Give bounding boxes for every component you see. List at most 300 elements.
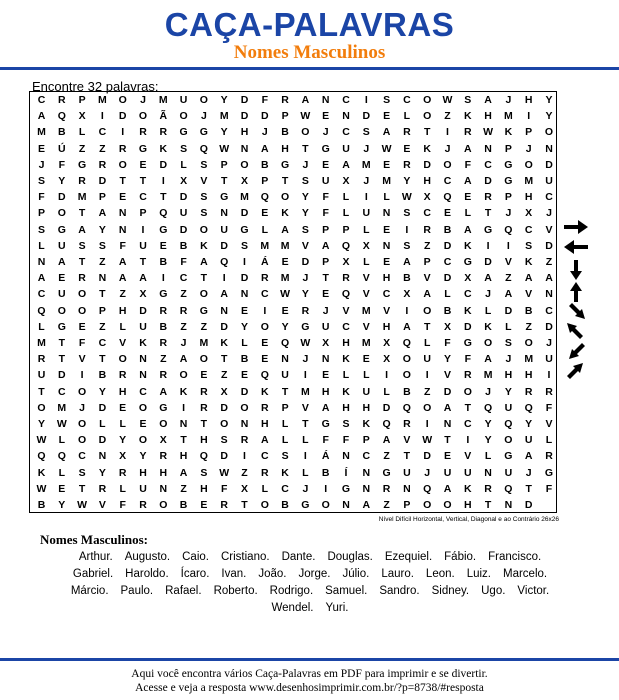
grid-letter: C xyxy=(58,385,66,398)
grid-letter: Z xyxy=(383,450,390,463)
grid-letter: N xyxy=(159,482,168,495)
grid-letter: K xyxy=(464,304,472,317)
grid-letter: C xyxy=(37,94,46,106)
grid-letter: U xyxy=(179,94,188,106)
grid-letter: K xyxy=(37,466,46,479)
grid-letter: L xyxy=(180,158,187,171)
grid-letter: V xyxy=(423,272,431,285)
grid-letter: J xyxy=(302,482,309,495)
grid-letter: D xyxy=(382,401,391,414)
grid-letter: K xyxy=(484,320,492,333)
grid-letter: Y xyxy=(443,353,451,366)
grid-letter: P xyxy=(78,94,86,106)
grid-letter: G xyxy=(138,142,148,155)
grid-letter: W xyxy=(483,126,494,139)
grid-letter: M xyxy=(37,126,46,139)
grid-letter: O xyxy=(57,304,66,317)
grid-letter: J xyxy=(525,466,532,479)
grid-letter: M xyxy=(504,110,513,123)
grid-row xyxy=(30,432,556,449)
grid-letter: B xyxy=(179,239,188,252)
grid-letter: K xyxy=(504,126,513,139)
grid-letter: G xyxy=(321,142,330,155)
grid-letter: A xyxy=(423,288,431,301)
grid-letter: R xyxy=(98,482,107,495)
grid-letter: R xyxy=(261,401,269,414)
grid-letter: S xyxy=(403,239,411,252)
grid-letter: R xyxy=(403,158,411,171)
grid-letter: T xyxy=(302,142,309,155)
grid-letter: Z xyxy=(78,142,86,155)
grid-letter: G xyxy=(281,158,290,171)
grid-letter: T xyxy=(484,499,492,511)
grid-letter: A xyxy=(118,272,127,285)
grid-letter: M xyxy=(483,369,493,382)
grid-letter: V xyxy=(78,353,86,366)
grid-letter: R xyxy=(423,223,431,236)
grid-letter: C xyxy=(464,418,472,430)
grid-letter: F xyxy=(78,337,86,349)
name-item: Roberto. xyxy=(213,585,258,597)
arrow-left-icon xyxy=(564,240,588,254)
grid-letter: K xyxy=(362,418,371,430)
grid-letter: L xyxy=(78,126,86,139)
grid-letter: U xyxy=(524,434,533,447)
grid-letter: I xyxy=(161,272,165,285)
grid-letter: L xyxy=(545,434,553,447)
grid-letter: O xyxy=(423,401,432,414)
grid-letter: D xyxy=(139,304,147,317)
grid-letter: R xyxy=(118,369,127,382)
grid-letter: X xyxy=(322,337,330,349)
grid-letter: A xyxy=(220,288,228,301)
grid-letter: V xyxy=(403,434,411,447)
grid-letter: D xyxy=(443,385,452,398)
grid-letter: A xyxy=(443,401,452,414)
grid-letter: K xyxy=(342,385,350,398)
grid-letter: D xyxy=(179,223,188,236)
name-item: Sidney. xyxy=(431,585,470,597)
grid-letter: O xyxy=(423,304,432,317)
grid-letter: H xyxy=(281,142,289,155)
grid-letter: B xyxy=(443,304,452,317)
grid-letter: T xyxy=(180,434,187,447)
names-list-title: Nomes Masculinos: xyxy=(40,532,148,547)
grid-letter: O xyxy=(321,499,330,511)
grid-letter: Q xyxy=(199,142,208,155)
grid-letter: Y xyxy=(220,126,228,139)
grid-letter: L xyxy=(302,466,309,479)
grid-letter: T xyxy=(119,175,126,187)
grid-letter: I xyxy=(486,239,490,252)
grid-letter: C xyxy=(78,450,86,463)
grid-letter: G xyxy=(159,223,168,236)
grid-letter: O xyxy=(37,401,46,414)
grid-letter: P xyxy=(139,207,147,220)
grid-letter: H xyxy=(382,320,391,333)
grid-letter: J xyxy=(322,126,329,139)
grid-letter: Q xyxy=(504,223,513,236)
grid-letter: E xyxy=(383,256,391,268)
grid-letter: M xyxy=(98,94,107,106)
grid-letter: O xyxy=(301,126,310,139)
grid-letter: O xyxy=(199,223,208,236)
grid-letter: Z xyxy=(180,320,187,333)
grid-letter: O xyxy=(78,304,87,317)
grid-letter: Z xyxy=(180,482,187,495)
grid-row xyxy=(30,303,556,320)
grid-letter: J xyxy=(363,142,370,155)
grid-letter: N xyxy=(37,256,46,268)
grid-letter: M xyxy=(361,337,371,349)
grid-letter: A xyxy=(403,320,411,333)
grid-letter: I xyxy=(141,223,145,236)
grid-letter: L xyxy=(119,320,126,333)
grid-letter: T xyxy=(139,175,147,187)
name-item: Ugo. xyxy=(481,585,506,597)
grid-letter: M xyxy=(77,191,87,204)
grid-letter: B xyxy=(261,158,269,171)
grid-letter: R xyxy=(524,385,533,398)
grid-letter: J xyxy=(505,207,512,220)
grid-letter: X xyxy=(383,337,391,349)
grid-letter: Y xyxy=(301,207,309,220)
grid-letter: O xyxy=(240,401,249,414)
grid-letter: X xyxy=(220,385,228,398)
grid-letter: O xyxy=(78,385,87,398)
grid-letter: G xyxy=(240,223,249,236)
grid-letter: R xyxy=(403,126,411,139)
grid-letter: H xyxy=(118,385,127,398)
arrow-down-right-icon xyxy=(568,302,586,320)
grid-letter: A xyxy=(261,434,269,447)
grid-letter: Y xyxy=(240,320,248,333)
grid-letter: R xyxy=(484,191,492,204)
grid-letter: E xyxy=(322,369,330,382)
grid-letter: J xyxy=(38,158,45,171)
grid-letter: V xyxy=(504,256,512,268)
grid-letter: N xyxy=(484,466,492,479)
grid-letter: N xyxy=(179,418,188,430)
grid-letter: A xyxy=(159,385,168,398)
grid-letter: O xyxy=(78,418,87,430)
grid-letter: J xyxy=(322,304,329,317)
grid-row xyxy=(30,448,556,465)
grid-letter: A xyxy=(58,256,66,268)
grid-letter: W xyxy=(219,466,230,479)
top-divider xyxy=(0,67,619,70)
grid-letter: J xyxy=(546,337,552,349)
grid-letter: Y xyxy=(504,385,512,398)
grid-letter: T xyxy=(423,320,431,333)
grid-letter: E xyxy=(58,272,66,285)
grid-letter: W xyxy=(300,110,311,123)
grid-letter: A xyxy=(403,256,411,268)
grid-letter: N xyxy=(281,353,289,366)
name-item: Rafael. xyxy=(165,585,202,597)
grid-letter: C xyxy=(342,126,350,139)
grid-row xyxy=(30,222,556,239)
grid-letter: R xyxy=(78,175,86,187)
grid-letter: Z xyxy=(241,466,248,479)
grid-letter: M xyxy=(240,191,249,204)
name-item: Ivan. xyxy=(221,568,247,580)
grid-letter: Y xyxy=(98,385,106,398)
grid-letter: E xyxy=(383,158,391,171)
grid-letter: U xyxy=(179,207,188,220)
grid-letter: Y xyxy=(484,434,492,447)
grid-letter: E xyxy=(261,353,269,366)
grid-letter: X xyxy=(342,175,350,187)
grid-letter: D xyxy=(545,239,553,252)
grid-letter: N xyxy=(382,239,391,252)
page-subtitle: Nomes Masculinos xyxy=(233,42,386,63)
grid-letter: K xyxy=(464,482,472,495)
grid-letter: Q xyxy=(57,110,66,123)
grid-letter: W xyxy=(300,337,311,349)
grid-row xyxy=(30,351,556,368)
grid-letter: I xyxy=(243,256,246,268)
grid-letter: Z xyxy=(525,320,532,333)
grid-letter: Q xyxy=(382,418,391,430)
grid-letter: S xyxy=(240,239,248,252)
name-item: Dante. xyxy=(281,551,316,563)
grid-letter: U xyxy=(504,401,513,414)
grid-letter: A xyxy=(301,94,310,106)
grid-letter: J xyxy=(546,207,552,220)
grid-letter: Z xyxy=(160,353,167,366)
grid-letter: U xyxy=(423,353,431,366)
grid-letter: E xyxy=(58,482,66,495)
grid-letter: I xyxy=(547,369,551,382)
grid-letter: Q xyxy=(423,482,432,495)
grid-letter: X xyxy=(139,288,147,301)
grid-letter: R xyxy=(464,369,472,382)
word-search-grid xyxy=(29,91,557,513)
name-item: Haroldo. xyxy=(125,568,169,580)
grid-letter: Q xyxy=(199,450,208,463)
grid-letter: Q xyxy=(260,191,269,204)
grid-letter: C xyxy=(362,450,371,463)
grid-letter: B xyxy=(321,466,330,479)
grid-letter: O xyxy=(199,288,208,301)
grid-letter: K xyxy=(139,337,147,349)
grid-letter: U xyxy=(443,466,452,479)
grid-letter: Í xyxy=(344,466,348,479)
page-title: CAÇA-PALAVRAS xyxy=(164,6,455,43)
grid-letter: P xyxy=(37,207,45,220)
grid-letter: A xyxy=(342,158,350,171)
grid-letter: Z xyxy=(180,288,187,301)
grid-letter: Z xyxy=(383,499,390,511)
name-item: Leon. xyxy=(425,568,455,580)
name-item: Douglas. xyxy=(327,551,373,563)
grid-letter: B xyxy=(281,126,289,139)
grid-letter: D xyxy=(98,401,107,414)
grid-letter: G xyxy=(179,126,188,139)
grid-letter: R xyxy=(382,482,391,495)
grid-letter: G xyxy=(463,337,472,349)
name-item: Fábio. xyxy=(444,551,477,563)
grid-letter: V xyxy=(464,450,472,463)
grid-letter: G xyxy=(199,126,208,139)
grid-letter: H xyxy=(261,418,269,430)
grid-letter: P xyxy=(98,191,106,204)
grid-letter: F xyxy=(261,94,268,106)
grid-letter: X xyxy=(383,353,391,366)
grid-letter: L xyxy=(484,304,492,317)
grid-letter: Á xyxy=(321,450,330,463)
grid-letter: B xyxy=(58,126,66,139)
grid-letter: O xyxy=(199,353,208,366)
grid-letter: W xyxy=(401,191,412,204)
grid-letter: F xyxy=(322,191,329,204)
grid-letter: A xyxy=(382,434,391,447)
grid-letter: X xyxy=(240,482,248,495)
name-item: Gabriel. xyxy=(72,568,114,580)
grid-letter: O xyxy=(220,418,229,430)
grid-letter: D xyxy=(443,272,452,285)
grid-letter: I xyxy=(385,369,389,382)
grid-letter: X xyxy=(464,272,472,285)
grid-letter: S xyxy=(220,434,228,447)
grid-letter: R xyxy=(545,385,553,398)
grid-letter: L xyxy=(505,320,512,333)
grid-letter: X xyxy=(119,450,127,463)
grid-letter: E xyxy=(362,353,370,366)
grid-letter: V xyxy=(301,239,309,252)
grid-letter: E xyxy=(240,369,248,382)
grid-letter: X xyxy=(159,434,167,447)
grid-letter: I xyxy=(425,418,429,430)
grid-letter: L xyxy=(99,418,106,430)
grid-letter: X xyxy=(78,110,86,123)
grid-letter: S xyxy=(37,175,45,187)
grid-letter: F xyxy=(322,207,329,220)
grid-letter: O xyxy=(240,158,249,171)
grid-letter: A xyxy=(362,499,371,511)
grid-letter: H xyxy=(423,175,431,187)
grid-letter: D xyxy=(423,450,431,463)
grid-letter: Y xyxy=(37,418,45,430)
grid-letter: R xyxy=(139,499,147,511)
name-item: Yuri. xyxy=(325,602,349,614)
grid-letter: S xyxy=(342,418,350,430)
grid-letter: V xyxy=(362,320,370,333)
grid-letter: R xyxy=(301,304,310,317)
name-item: Ezequiel. xyxy=(384,551,433,563)
grid-letter: N xyxy=(362,482,371,495)
grid-letter: O xyxy=(138,110,148,123)
name-item: Sandro. xyxy=(379,585,420,597)
names-line xyxy=(30,549,590,566)
grid-row xyxy=(30,481,556,498)
grid-row xyxy=(30,254,556,271)
grid-row xyxy=(30,189,556,206)
grid-letter: I xyxy=(527,110,531,123)
grid-letter: A xyxy=(484,94,492,106)
grid-letter: V xyxy=(443,369,451,382)
grid-letter: U xyxy=(464,466,472,479)
grid-letter: H xyxy=(159,466,168,479)
grid-letter: D xyxy=(98,175,107,187)
grid-letter: Ú xyxy=(58,142,66,155)
grid-letter: Q xyxy=(504,418,513,430)
grid-letter: R xyxy=(403,418,411,430)
grid-letter: S xyxy=(200,466,208,479)
name-item: João. xyxy=(258,568,287,580)
grid-letter: Q xyxy=(37,304,46,317)
grid-row xyxy=(30,286,556,303)
grid-letter: C xyxy=(382,288,391,301)
grid-letter: Q xyxy=(402,401,411,414)
grid-letter: A xyxy=(179,466,188,479)
grid-letter: U xyxy=(504,466,513,479)
grid-letter: S xyxy=(362,126,370,139)
grid-letter: G xyxy=(220,191,229,204)
grid-letter: V xyxy=(525,288,533,301)
grid-letter: N xyxy=(484,142,492,155)
grid-letter: X xyxy=(443,320,451,333)
grid-letter: O xyxy=(179,369,188,382)
grid-letter: O xyxy=(423,499,432,511)
grid-letter: Y xyxy=(58,175,66,187)
grid-letter: N xyxy=(545,288,553,301)
grid-letter: U xyxy=(321,175,330,187)
grid-letter: T xyxy=(139,256,147,268)
grid-letter: O xyxy=(524,337,533,349)
grid-letter: Y xyxy=(98,223,106,236)
grid-letter: Y xyxy=(545,110,553,123)
grid-letter: I xyxy=(80,369,84,382)
grid-letter: F xyxy=(180,256,187,268)
grid-letter: N xyxy=(362,466,371,479)
grid-letter: S xyxy=(464,94,472,106)
grid-letter: N xyxy=(342,110,350,123)
grid-letter: B xyxy=(524,304,533,317)
grid-letter: C xyxy=(545,191,553,204)
grid-letter: U xyxy=(362,385,371,398)
name-item: Victor. xyxy=(517,585,550,597)
grid-row xyxy=(30,416,556,433)
grid-letter: L xyxy=(383,191,390,204)
direction-arrows xyxy=(562,220,602,380)
grid-letter: R xyxy=(58,94,66,106)
grid-letter: U xyxy=(403,466,411,479)
grid-letter: P xyxy=(362,434,370,447)
grid-letter: L xyxy=(302,434,309,447)
grid-letter: G xyxy=(484,223,493,236)
name-item: Jorge. xyxy=(298,568,331,580)
grid-letter: E xyxy=(200,499,208,511)
grid-letter: O xyxy=(159,499,168,511)
grid-letter: G xyxy=(504,158,513,171)
grid-letter: T xyxy=(403,450,411,463)
grid-letter: D xyxy=(484,175,492,187)
grid-letter: F xyxy=(119,239,126,252)
grid-letter: X xyxy=(362,239,370,252)
grid-letter: L xyxy=(38,239,45,252)
grid-letter: P xyxy=(504,142,512,155)
grid-letter: O xyxy=(281,191,290,204)
grid-letter: Z xyxy=(423,385,431,398)
grid-letter: D xyxy=(240,94,249,106)
grid-letter: M xyxy=(280,272,290,285)
grid-letter: H xyxy=(524,191,533,204)
arrow-up-icon xyxy=(570,282,582,302)
grid-letter: I xyxy=(121,126,125,139)
grid-letter: A xyxy=(321,401,330,414)
